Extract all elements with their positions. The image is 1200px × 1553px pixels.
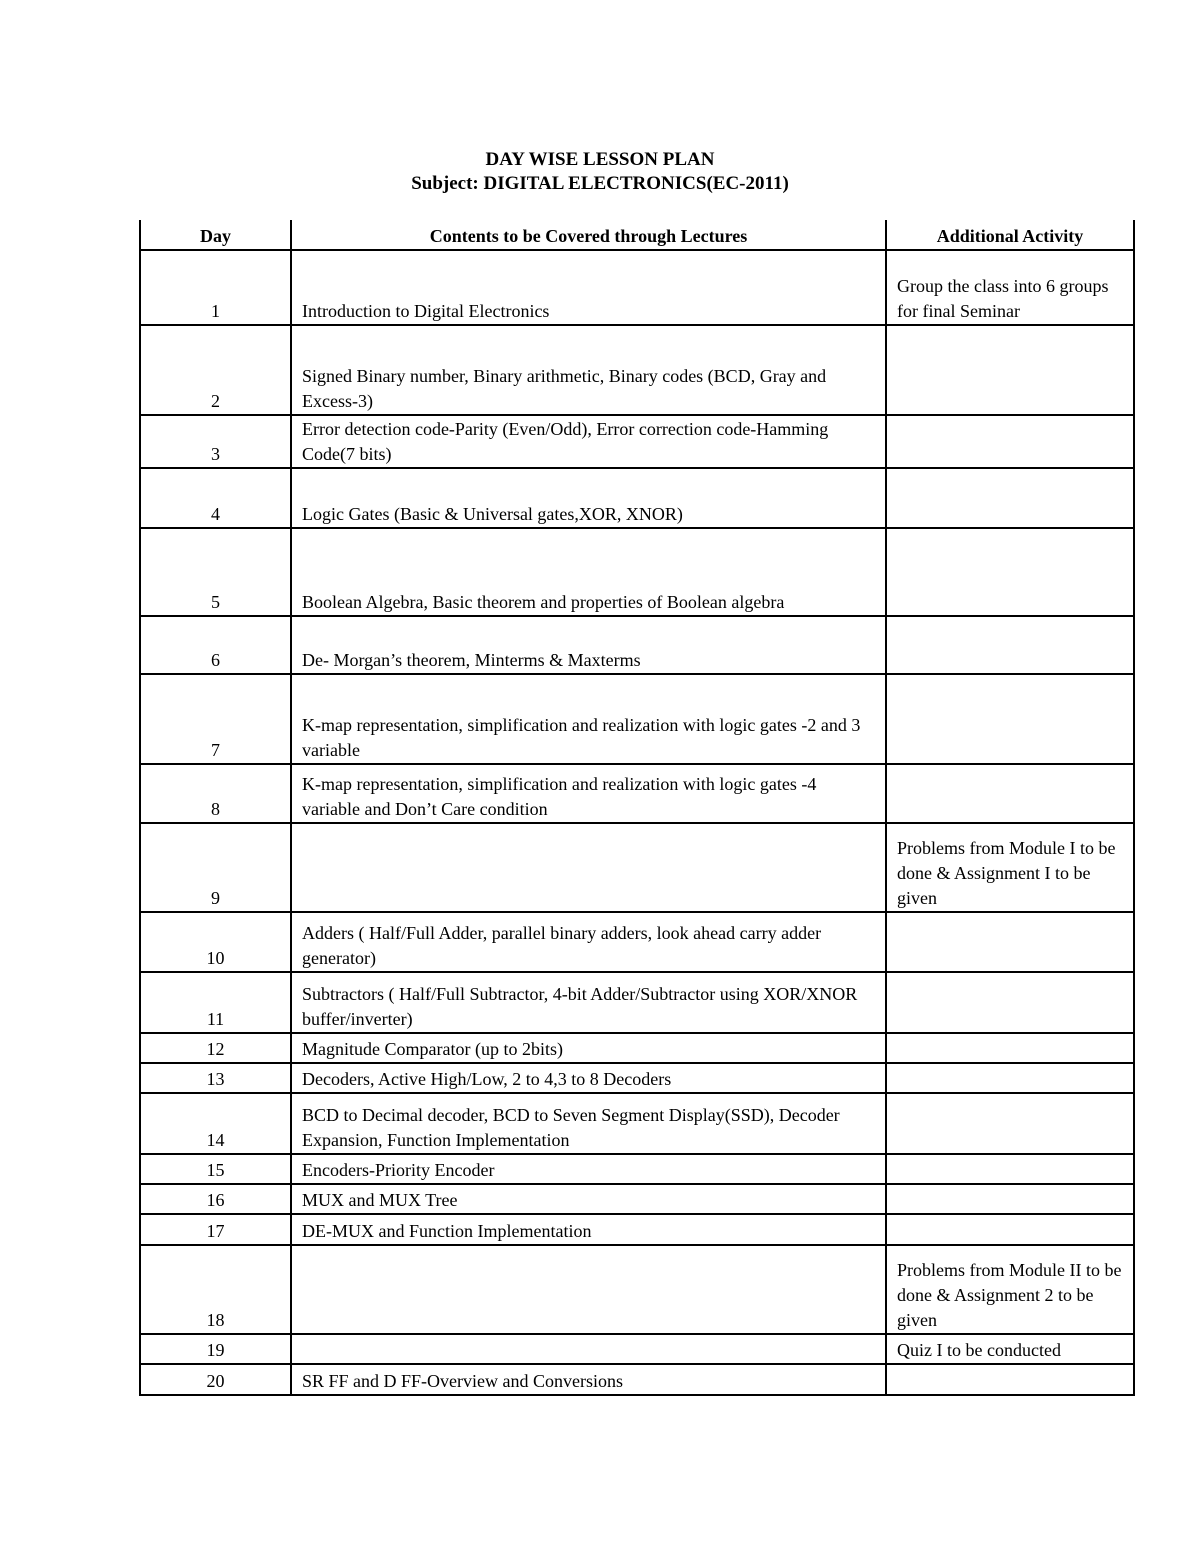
activity-cell: Group the class into 6 groups for final Seminar xyxy=(886,250,1134,325)
content-cell: SR FF and D FF-Overview and Conversions xyxy=(291,1364,886,1395)
document-title: DAY WISE LESSON PLAN xyxy=(485,149,715,170)
day-cell: 10 xyxy=(140,912,291,972)
table-row xyxy=(140,325,1134,415)
activity-cell xyxy=(886,415,1134,468)
table-row xyxy=(140,1154,1134,1184)
activity-cell xyxy=(886,1364,1134,1395)
day-cell: 18 xyxy=(140,1245,291,1334)
activity-cell xyxy=(886,1063,1134,1093)
day-cell: 12 xyxy=(140,1033,291,1063)
table-row xyxy=(140,823,1134,912)
day-cell: 13 xyxy=(140,1063,291,1093)
table-row xyxy=(140,1184,1134,1214)
activity-cell xyxy=(886,1093,1134,1154)
table-row xyxy=(140,1364,1134,1395)
table-row xyxy=(140,528,1134,616)
content-cell: Signed Binary number, Binary arithmetic, Binary codes (BCD, Gray and Excess-3) xyxy=(291,325,886,415)
table-row xyxy=(140,1245,1134,1334)
activity-cell xyxy=(886,972,1134,1033)
day-cell: 4 xyxy=(140,468,291,528)
activity-cell: Quiz I to be conducted xyxy=(886,1334,1134,1364)
content-cell: Magnitude Comparator (up to 2bits) xyxy=(291,1033,886,1063)
day-cell: 14 xyxy=(140,1093,291,1154)
table-header-row xyxy=(140,220,1134,250)
day-cell: 16 xyxy=(140,1184,291,1214)
content-cell: MUX and MUX Tree xyxy=(291,1184,886,1214)
activity-cell xyxy=(886,764,1134,823)
content-cell: Encoders-Priority Encoder xyxy=(291,1154,886,1184)
lesson-plan-table xyxy=(139,220,1135,1396)
activity-cell xyxy=(886,325,1134,415)
day-cell: 19 xyxy=(140,1334,291,1364)
content-cell: BCD to Decimal decoder, BCD to Seven Segment Display(SSD), Decoder Expansion, Function Implementation xyxy=(291,1093,886,1154)
table-row xyxy=(140,1063,1134,1093)
table-row xyxy=(140,468,1134,528)
content-cell: Error detection code-Parity (Even/Odd), Error correction code-Hamming Code(7 bits) xyxy=(291,415,886,468)
day-cell: 7 xyxy=(140,674,291,764)
content-cell: Decoders, Active High/Low, 2 to 4,3 to 8 Decoders xyxy=(291,1063,886,1093)
table-row xyxy=(140,1214,1134,1245)
content-cell xyxy=(291,1245,886,1334)
day-cell: 17 xyxy=(140,1214,291,1245)
table-row xyxy=(140,250,1134,325)
activity-cell: Problems from Module II to be done & Assignment 2 to be given xyxy=(886,1245,1134,1334)
day-cell: 3 xyxy=(140,415,291,468)
day-cell: 11 xyxy=(140,972,291,1033)
table-row xyxy=(140,1093,1134,1154)
activity-cell xyxy=(886,674,1134,764)
activity-cell xyxy=(886,528,1134,616)
day-cell: 2 xyxy=(140,325,291,415)
table-row xyxy=(140,1033,1134,1063)
table-row xyxy=(140,912,1134,972)
day-cell: 1 xyxy=(140,250,291,325)
column-header-contents: Contents to be Covered through Lectures xyxy=(291,220,886,250)
document-subtitle: Subject: DIGITAL ELECTRONICS(EC-2011) xyxy=(411,173,789,194)
content-cell: De- Morgan’s theorem, Minterms & Maxterms xyxy=(291,616,886,674)
day-cell: 5 xyxy=(140,528,291,616)
content-cell: K-map representation, simplification and realization with logic gates -2 and 3 variable xyxy=(291,674,886,764)
day-cell: 20 xyxy=(140,1364,291,1395)
day-cell: 9 xyxy=(140,823,291,912)
table-row xyxy=(140,674,1134,764)
column-header-activity: Additional Activity xyxy=(886,220,1134,250)
activity-cell xyxy=(886,1154,1134,1184)
content-cell xyxy=(291,823,886,912)
table-row xyxy=(140,1334,1134,1364)
column-header-day: Day xyxy=(140,220,291,250)
day-cell: 6 xyxy=(140,616,291,674)
content-cell: DE-MUX and Function Implementation xyxy=(291,1214,886,1245)
content-cell xyxy=(291,1334,886,1364)
day-cell: 15 xyxy=(140,1154,291,1184)
content-cell: Subtractors ( Half/Full Subtractor, 4-bit Adder/Subtractor using XOR/XNOR buffer/inverter) xyxy=(291,972,886,1033)
activity-cell xyxy=(886,1033,1134,1063)
lesson-plan-body xyxy=(140,250,1134,1395)
activity-cell: Problems from Module I to be done & Assignment I to be given xyxy=(886,823,1134,912)
content-cell: Boolean Algebra, Basic theorem and properties of Boolean algebra xyxy=(291,528,886,616)
table-row xyxy=(140,415,1134,468)
activity-cell xyxy=(886,468,1134,528)
activity-cell xyxy=(886,1214,1134,1245)
content-cell: K-map representation, simplification and realization with logic gates -4 variable and Don’t Care condition xyxy=(291,764,886,823)
content-cell: Logic Gates (Basic & Universal gates,XOR, XNOR) xyxy=(291,468,886,528)
activity-cell xyxy=(886,616,1134,674)
activity-cell xyxy=(886,912,1134,972)
content-cell: Adders ( Half/Full Adder, parallel binary adders, look ahead carry adder generator) xyxy=(291,912,886,972)
content-cell: Introduction to Digital Electronics xyxy=(291,250,886,325)
table-row xyxy=(140,764,1134,823)
activity-cell xyxy=(886,1184,1134,1214)
day-cell: 8 xyxy=(140,764,291,823)
table-row xyxy=(140,616,1134,674)
table-row xyxy=(140,972,1134,1033)
